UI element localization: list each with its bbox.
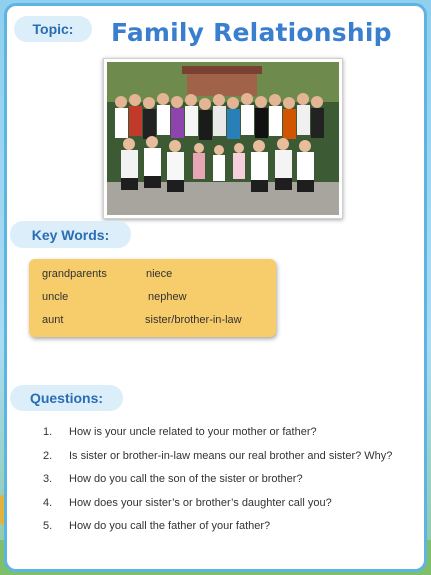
question-item <box>43 497 423 521</box>
worksheet-card <box>4 3 427 572</box>
question-item <box>43 473 423 497</box>
questions-list <box>43 426 423 544</box>
question-number: 4. <box>43 496 53 509</box>
keyword-sister-brother-in-law: sister/brother-in-law <box>145 314 242 326</box>
questions-heading-text: Questions: <box>29 390 104 406</box>
topic-label <box>14 16 92 42</box>
keyword-niece: niece <box>146 268 173 280</box>
question-text: How do you call the father of your father? <box>69 520 271 532</box>
questions-heading <box>10 385 123 411</box>
keyword-aunt: aunt <box>42 314 64 326</box>
question-item <box>43 450 423 474</box>
key-words-box <box>29 259 276 337</box>
key-words-heading-text: Key Words: <box>31 226 110 243</box>
question-text: How does your sister’s or brother’s daughter call you? <box>69 496 332 509</box>
question-number: 5. <box>43 520 53 532</box>
keyword-uncle: uncle <box>42 291 69 303</box>
question-number: 2. <box>43 449 53 462</box>
family-group-photo-icon <box>107 62 339 215</box>
topic-label-text: Topic: <box>32 21 74 37</box>
key-words-heading <box>10 221 131 248</box>
family-photo <box>103 58 343 219</box>
question-text: Is sister or brother-in-law means our real brother and sister? Why? <box>69 449 393 462</box>
question-text: How is your uncle related to your mother or father? <box>69 426 317 438</box>
page-title: Family Relationship <box>111 18 392 47</box>
question-item <box>43 426 423 450</box>
keyword-nephew: nephew <box>148 291 187 303</box>
question-item <box>43 520 423 544</box>
question-number: 1. <box>43 426 53 438</box>
question-number: 3. <box>43 473 53 485</box>
question-text: How do you call the son of the sister or brother? <box>69 473 303 485</box>
keyword-grandparents: grandparents <box>42 268 107 280</box>
